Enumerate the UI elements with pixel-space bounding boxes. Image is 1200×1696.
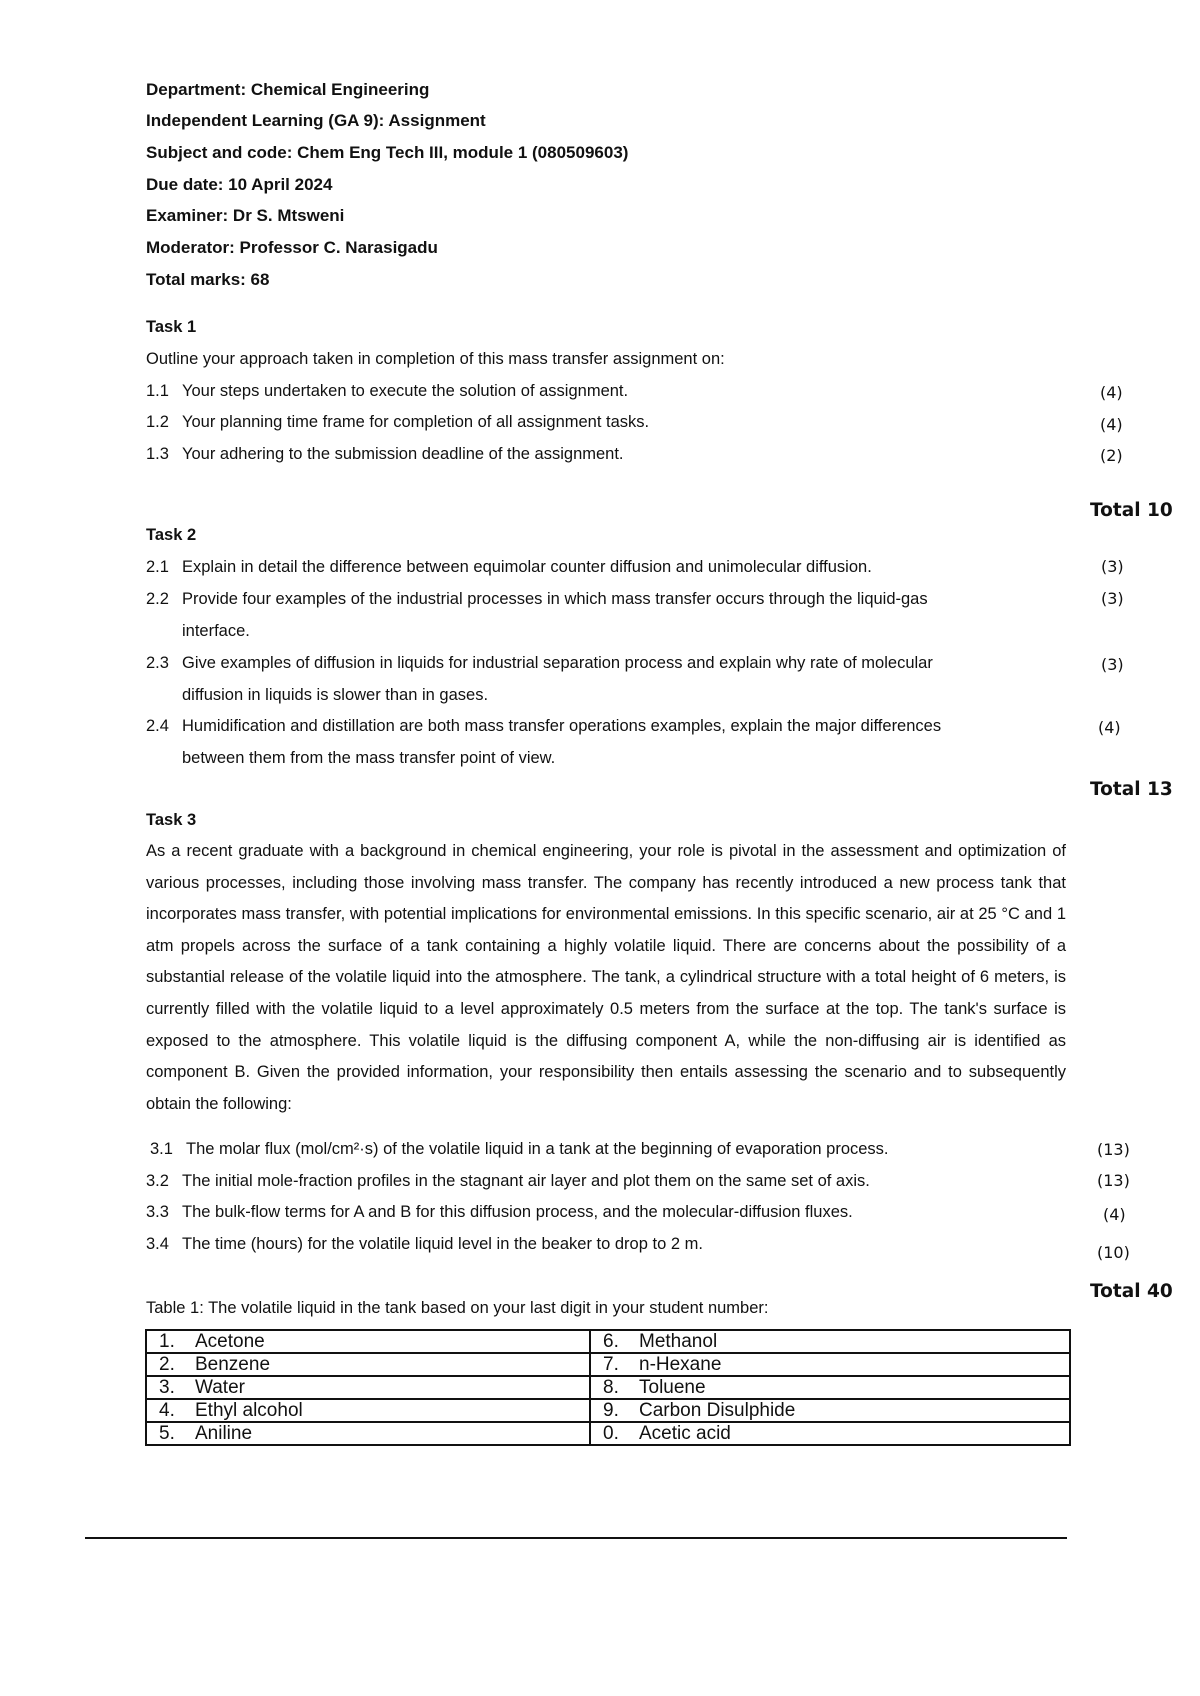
footer-rule bbox=[85, 1537, 1067, 1539]
table-row bbox=[146, 1399, 1070, 1422]
item-mark: (13) bbox=[1097, 1140, 1130, 1159]
item-mark: (3) bbox=[1101, 589, 1124, 608]
item-text: The initial mole-fraction profiles in the stagnant air layer and plot them on the same set of axis. bbox=[182, 1172, 870, 1190]
table-cell: 9. Carbon Disulphide bbox=[590, 1399, 1070, 1422]
table-cell: 5. Aniline bbox=[146, 1422, 590, 1445]
total-marks-line: Total marks: 68 bbox=[146, 270, 270, 289]
item-text: The bulk-flow terms for A and B for this diffusion process, and the molecular-diffusion fluxes. bbox=[182, 1203, 853, 1221]
item-number: 3.2 bbox=[146, 1172, 169, 1190]
task1-item bbox=[146, 413, 649, 432]
item-text: Explain in detail the difference between equimolar counter diffusion and unimolecular diffusion. bbox=[182, 558, 872, 576]
item-text-cont: interface. bbox=[182, 622, 250, 640]
item-text: Give examples of diffusion in liquids for industrial separation process and explain why rate of molecular bbox=[182, 654, 933, 672]
task2-item bbox=[146, 654, 933, 673]
task1-title: Task 1 bbox=[146, 318, 197, 336]
department-line: Department: Chemical Engineering bbox=[146, 80, 430, 99]
table-cell: 0. Acetic acid bbox=[590, 1422, 1070, 1445]
table-cell: 2. Benzene bbox=[146, 1353, 590, 1376]
moderator-line: Moderator: Professor C. Narasigadu bbox=[146, 238, 438, 257]
item-text: Humidification and distillation are both mass transfer operations examples, explain the major differences bbox=[182, 717, 942, 735]
task3-item bbox=[146, 1235, 703, 1254]
table-cell: 6. Methanol bbox=[590, 1330, 1070, 1353]
item-mark: (13) bbox=[1097, 1171, 1130, 1190]
item-mark: (2) bbox=[1100, 446, 1123, 465]
item-text-cont: diffusion in liquids is slower than in gases. bbox=[182, 686, 489, 704]
task3-total: Total 40 bbox=[1090, 1281, 1173, 1302]
item-number: 2.2 bbox=[146, 590, 169, 608]
table-row bbox=[146, 1330, 1070, 1353]
item-mark: (3) bbox=[1101, 655, 1124, 674]
item-number: 2.3 bbox=[146, 654, 169, 672]
task2-title: Task 2 bbox=[146, 526, 197, 544]
item-number: 3.1 bbox=[150, 1140, 173, 1158]
task2-item bbox=[146, 590, 928, 609]
item-mark: (4) bbox=[1100, 383, 1123, 402]
table-caption: Table 1: The volatile liquid in the tank based on your last digit in your student number: bbox=[146, 1299, 769, 1317]
item-mark: (4) bbox=[1098, 718, 1121, 737]
subject-line: Subject and code: Chem Eng Tech III, module 1 (080509603) bbox=[146, 143, 629, 162]
due-date-line: Due date: 10 April 2024 bbox=[146, 175, 333, 194]
item-number: 1.2 bbox=[146, 413, 169, 431]
task3-paragraph: As a recent graduate with a background in chemical engineering, your role is pivotal in the assessment and optimization of various processes, including those involving mass transfer. The company has recently introduced a new process tank that incorporates mass transfer, with potential implications for environmental emissions. In this specific scenario, air at 25 °C and 1 atm propels across the surface of a tank containing a highly volatile liquid. There are concerns about the possibility of a substantial release of the volatile liquid into the atmosphere. The tank, a cylindrical structure with a total height of 6 meters, is currently filled with the volatile liquid to a level approximately 0.5 meters from the surface at the top. The tank's surface is exposed to the atmosphere. This volatile liquid is the diffusing component A, while the non-diffusing air is identified as component B. Given the provided information, your responsibility then entails assessing the scenario and to subsequently obtain the following: bbox=[146, 842, 1066, 1113]
learning-line: Independent Learning (GA 9): Assignment bbox=[146, 111, 486, 130]
item-text: Your steps undertaken to execute the solution of assignment. bbox=[182, 382, 629, 400]
item-number: 3.4 bbox=[146, 1235, 169, 1253]
task3-title: Task 3 bbox=[146, 811, 197, 829]
item-mark: (4) bbox=[1103, 1205, 1126, 1224]
task3-item bbox=[146, 1203, 853, 1222]
table-row bbox=[146, 1376, 1070, 1399]
task2-item bbox=[146, 717, 941, 736]
item-number: 1.3 bbox=[146, 445, 169, 463]
item-text: The time (hours) for the volatile liquid level in the beaker to drop to 2 m. bbox=[182, 1235, 703, 1253]
item-text: Your planning time frame for completion of all assignment tasks. bbox=[182, 413, 650, 431]
task3-item bbox=[146, 1172, 870, 1191]
item-text: The molar flux (mol/cm²·s) of the volatile liquid in a tank at the beginning of evaporation process. bbox=[186, 1140, 889, 1158]
task2-total: Total 13 bbox=[1090, 779, 1173, 800]
table-cell: 3. Water bbox=[146, 1376, 590, 1399]
task1-item bbox=[146, 445, 624, 464]
item-mark: (3) bbox=[1101, 557, 1124, 576]
task1-item bbox=[146, 382, 628, 401]
table-cell: 4. Ethyl alcohol bbox=[146, 1399, 590, 1422]
table-cell: 1. Acetone bbox=[146, 1330, 590, 1353]
item-text: Your adhering to the submission deadline of the assignment. bbox=[182, 445, 624, 463]
task1-total: Total 10 bbox=[1090, 500, 1173, 521]
table-cell: 8. Toluene bbox=[590, 1376, 1070, 1399]
item-number: 3.3 bbox=[146, 1203, 169, 1221]
item-text: Provide four examples of the industrial processes in which mass transfer occurs through the liquid-gas bbox=[182, 590, 928, 608]
examiner-line: Examiner: Dr S. Mtsweni bbox=[146, 206, 345, 225]
item-text-cont: between them from the mass transfer point of view. bbox=[182, 749, 556, 767]
table-row bbox=[146, 1353, 1070, 1376]
item-number: 1.1 bbox=[146, 382, 169, 400]
item-number: 2.1 bbox=[146, 558, 169, 576]
item-mark: (4) bbox=[1100, 415, 1123, 434]
task2-item bbox=[146, 558, 872, 577]
item-number: 2.4 bbox=[146, 717, 169, 735]
task1-intro: Outline your approach taken in completion of this mass transfer assignment on: bbox=[146, 350, 725, 368]
table-row bbox=[146, 1422, 1070, 1445]
item-mark: (10) bbox=[1097, 1243, 1130, 1262]
task3-item bbox=[150, 1140, 889, 1159]
table-cell: 7. n-Hexane bbox=[590, 1353, 1070, 1376]
liquid-table bbox=[145, 1329, 1071, 1446]
